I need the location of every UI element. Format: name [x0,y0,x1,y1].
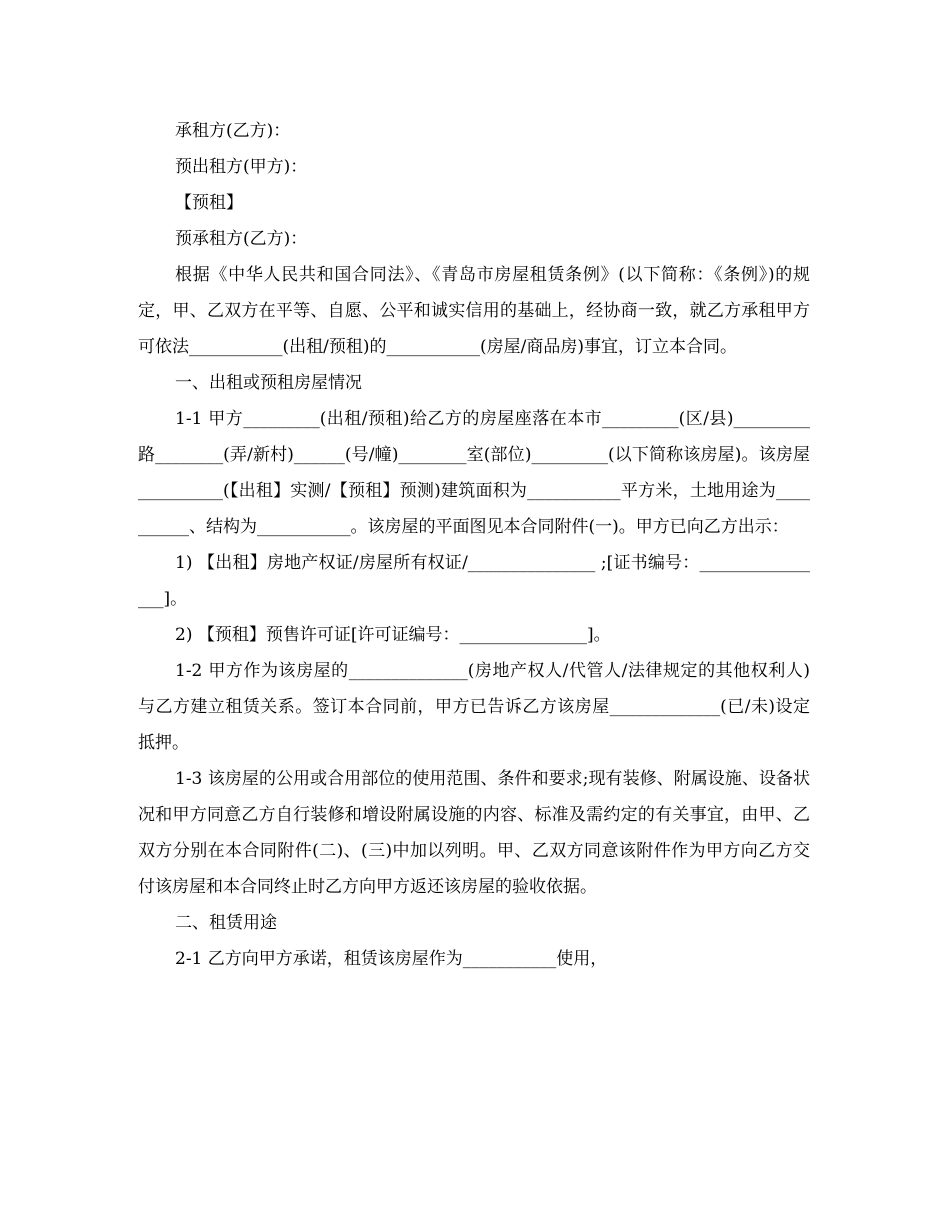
document-body [138,113,810,977]
clause-1-1-item-2: 2) 【预租】预售许可证[许可证编号：_______________]。 [175,625,611,645]
section-2-heading: 二、租赁用途 [175,913,277,933]
pre-lessee-label: 预承租方(乙方)： [175,229,308,249]
section-1-heading: 一、出租或预租房屋情况 [175,373,362,393]
preamble-paragraph: 根据《中华人民共和国合同法》、《青岛市房屋租赁条例》(以下简称：《条例》)的规定，甲、乙双方在平等、自愿、公平和诚实信用的基础上，经协商一致，就乙方承租甲方可依法___________(出租/预租)的___________(房屋/商品房)事宜，订立本合同。 [138,265,810,357]
clause-1-1: 1-1 甲方_________(出租/预租)给乙方的房屋座落在本市_________(区/县)_________路________(弄/新村)______(号/幢)________室(部位)_________(以下简称该房屋)。该房屋__________(【出租】实测/【预租】预测)建筑面积为___________平方米，土地用途为__________、结构为___________。该房屋的平面图见本合同附件(一)。甲方已向乙方出示： [138,409,810,537]
clause-1-2: 1-2 甲方作为该房屋的______________(房地产权人/代管人/法律规定的其他权利人)与乙方建立租赁关系。签订本合同前，甲方已告诉乙方该房屋_____________(已/未)设定抵押。 [138,661,810,753]
pre-lessor-label: 预出租方(甲方)： [175,157,308,177]
clause-1-1-item-1: 1) 【出租】房地产权证/房屋所有权证/_______________ ;[证书编号：________________]。 [138,553,810,609]
pre-rent-heading: 【预租】 [175,193,243,213]
clause-1-3: 1-3 该房屋的公用或合用部位的使用范围、条件和要求;现有装修、附属设施、设备状况和甲方同意乙方自行装修和增设附属设施的内容、标准及需约定的有关事宜，由甲、乙双方分别在本合同附件(二)、(三)中加以列明。甲、乙双方同意该附件作为甲方向乙方交付该房屋和本合同终止时乙方向甲方返还该房屋的验收依据。 [138,769,810,897]
clause-2-1: 2-1 乙方向甲方承诺，租赁该房屋作为___________使用， [175,949,608,969]
lessee-label: 承租方(乙方)： [175,121,291,141]
